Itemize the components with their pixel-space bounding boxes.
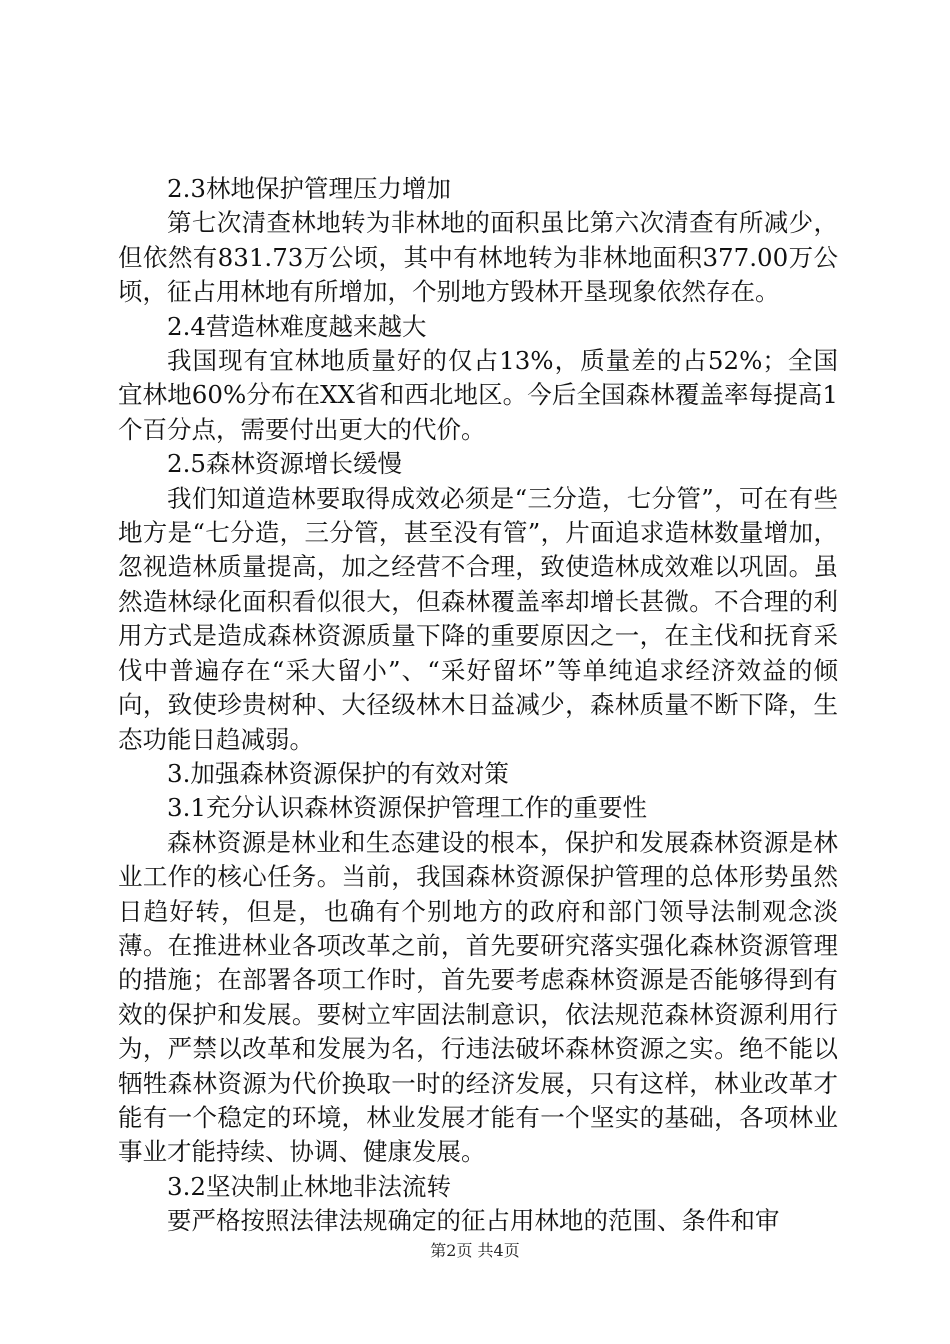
paragraph-2-3-body: 第七次清查林地转为非林地的面积虽比第六次清查有所减少，但依然有831.73万公顷，其中有林地转为非林地面积377.00万公顷，征占用林地有所增加，个别地方毁林开垦现象依然存在。 [118,208,838,307]
page-number-footer: 第2页 共4页 [430,1241,520,1260]
paragraph-2-4-body: 我国现有宜林地质量好的仅占13%，质量差的占52%；全国宜林地60%分布在XX省和西北地区。今后全国森林覆盖率每提高1个百分点，需要付出更大的代价。 [118,346,838,444]
section-heading-3-2: 3.2坚决制止林地非法流转 [167,1171,451,1201]
paragraph-2-5-body: 我们知道造林要取得成效必须是“三分造，七分管”，可在有些地方是“七分造，三分管，甚至没有管”，片面追求造林数量增加，忽视造林质量提高，加之经营不合理，致使造林成效难以巩固。虽然造林绿化面积看似很大，但森林覆盖率却增长甚微。不合理的利用方式是造成森林资源质量下降的重要原因之一，在主伐和抚育采伐中普遍存在“采大留小”、“采好留坏”等单纯追求经济效益的倾向，致使珍贵树种、大径级林木日益减少，森林质量不断下降，生态功能日趋减弱。 [118,483,838,754]
section-heading-2-4: 2.4营造林难度越来越大 [167,311,427,341]
paragraph-3-1-body: 森林资源是林业和生态建设的根本，保护和发展森林资源是林业工作的核心任务。当前，我国森林资源保护管理的总体形势虽然日趋好转，但是，也确有个别地方的政府和部门领导法制观念淡薄。在推进林业各项改革之前，首先要研究落实强化森林资源管理的措施；在部署各项工作时，首先要考虑森林资源是否能够得到有效的保护和发展。要树立牢固法制意识，依法规范森林资源利用行为，严禁以改革和发展为名，行违法破坏森林资源之实。绝不能以牺牲森林资源为代价换取一时的经济发展，只有这样，林业改革才能有一个稳定的环境，林业发展才能有一个坚实的基础，各项林业事业才能持续、协调、健康发展。 [118,827,838,1167]
section-heading-3: 3.加强森林资源保护的有效对策 [167,758,509,788]
document-body [118,172,838,1239]
section-heading-3-1: 3.1充分认识森林资源保护管理工作的重要性 [167,793,647,823]
paragraph-3-2-body: 要严格按照法律法规确定的征占用林地的范围、条件和审 [167,1206,780,1236]
section-heading-2-5: 2.5森林资源增长缓慢 [167,449,402,479]
section-heading-2-3: 2.3林地保护管理压力增加 [167,174,451,203]
